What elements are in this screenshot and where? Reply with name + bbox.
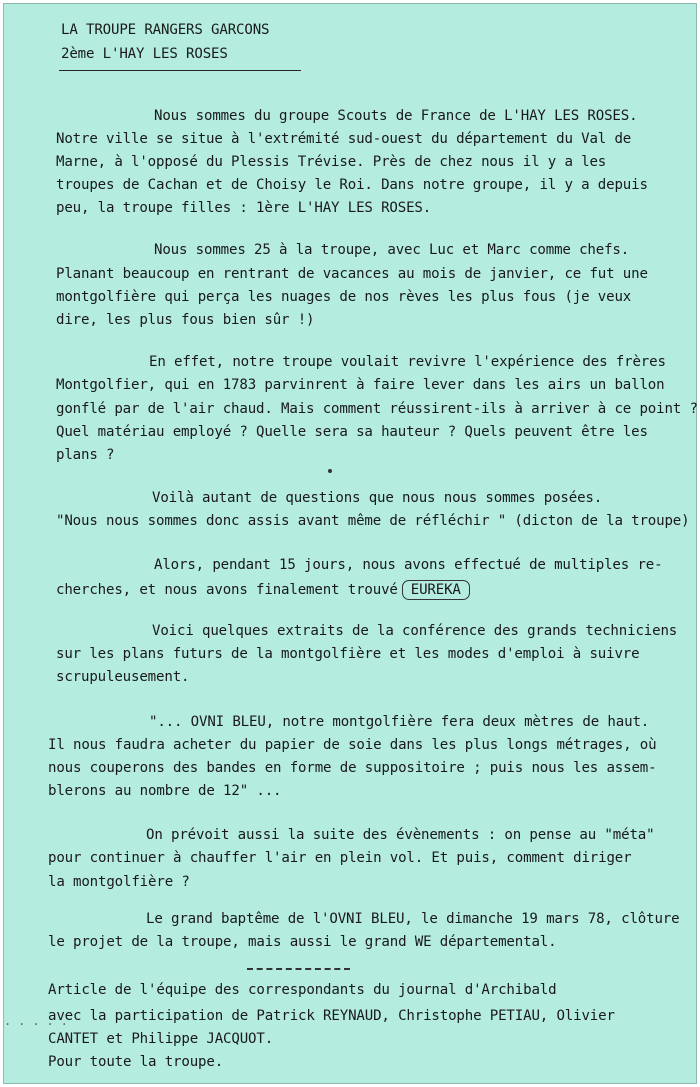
paragraph-line: Quel matériau employé ? Quelle sera sa hauteur ? Quels peuvent être les [56, 424, 648, 440]
margin-dots: . . . . . [4, 1014, 68, 1028]
ink-dot [328, 469, 332, 473]
eureka-stamp: EUREKA [402, 580, 470, 600]
paragraph-line: Voilà autant de questions que nous nous sommes posées. [152, 490, 603, 506]
paragraph-line: Nous sommes du groupe Scouts de France de L'HAY LES ROSES. [154, 108, 638, 124]
paragraph-line: En effet, notre troupe voulait revivre l'expérience des frères [149, 354, 666, 370]
credits-line: avec la participation de Patrick REYNAUD, Christophe PETIAU, Olivier [48, 1008, 615, 1024]
paragraph-line: On prévoit aussi la suite des évènements : on pense au "méta" [146, 827, 655, 843]
paragraph-line: montgolfière qui perça les nuages de nos rèves les plus fous (je veux [56, 289, 632, 305]
paragraph-line: gonflé par de l'air chaud. Mais comment réussirent-ils à arriver à ce point ? [56, 401, 698, 417]
credits-line: Article de l'équipe des correspondants du journal d'Archibald [48, 982, 557, 998]
paragraph-line: peu, la troupe filles : 1ère L'HAY LES ROSES. [56, 200, 432, 216]
paragraph-line: Le grand baptême de l'OVNI BLEU, le dimanche 19 mars 78, clôture [146, 911, 680, 927]
credits-line: Pour toute la troupe. [48, 1054, 224, 1070]
paragraph-line: Marne, à l'opposé du Plessis Trévise. Près de chez nous il y a les [56, 154, 607, 170]
paragraph-line: plans ? [56, 447, 115, 463]
paragraph-line: "... OVNI BLEU, notre montgolfière fera deux mètres de haut. [149, 714, 650, 730]
paragraph-line: pour continuer à chauffer l'air en plein vol. Et puis, comment diriger [48, 850, 632, 866]
paragraph-line: scrupuleusement. [56, 669, 190, 685]
paragraph-line: Nous sommes 25 à la troupe, avec Luc et Marc comme chefs. [154, 242, 630, 258]
paragraph-line: troupes de Cachan et de Choisy le Roi. Dans notre groupe, il y a depuis [56, 177, 648, 193]
paragraph-line: dire, les plus fous bien sûr !) [56, 312, 315, 328]
section-separator [247, 968, 350, 970]
paragraph-line: la montgolfière ? [48, 874, 190, 890]
paragraph-line: Voici quelques extraits de la conférence des grands techniciens [152, 623, 678, 639]
paragraph-line: nous couperons des bandes en forme de suppositoire ; puis nous les assem- [48, 760, 657, 776]
paragraph-line [56, 580, 470, 600]
paragraph-line: Montgolfier, qui en 1783 parvinrent à faire lever dans les airs un ballon [56, 377, 665, 393]
credits-line: CANTET et Philippe JACQUOT. [48, 1031, 274, 1047]
header-underline [59, 70, 301, 71]
paragraph-line: Alors, pendant 15 jours, nous avons effectué de multiples re- [154, 557, 663, 573]
header-title: LA TROUPE RANGERS GARCONS [61, 22, 270, 38]
paragraph-line: sur les plans futurs de la montgolfière et les modes d'emploi à suivre [56, 646, 640, 662]
paragraph-text: cherches, et nous avons finalement trouvé [56, 582, 398, 598]
header-subtitle: 2ème L'HAY LES ROSES [61, 46, 228, 62]
paragraph-line: blerons au nombre de 12" ... [48, 783, 282, 799]
paragraph-line: "Nous nous sommes donc assis avant même de réfléchir " (dicton de la troupe) [56, 513, 690, 529]
document-page [3, 3, 697, 1084]
paragraph-line: Notre ville se situe à l'extrémité sud-ouest du département du Val de [56, 131, 632, 147]
paragraph-line: le projet de la troupe, mais aussi le grand WE départemental. [48, 934, 557, 950]
paragraph-line: Planant beaucoup en rentrant de vacances au mois de janvier, ce fut une [56, 266, 648, 282]
paragraph-line: Il nous faudra acheter du papier de soie dans les plus longs métrages, où [48, 737, 657, 753]
